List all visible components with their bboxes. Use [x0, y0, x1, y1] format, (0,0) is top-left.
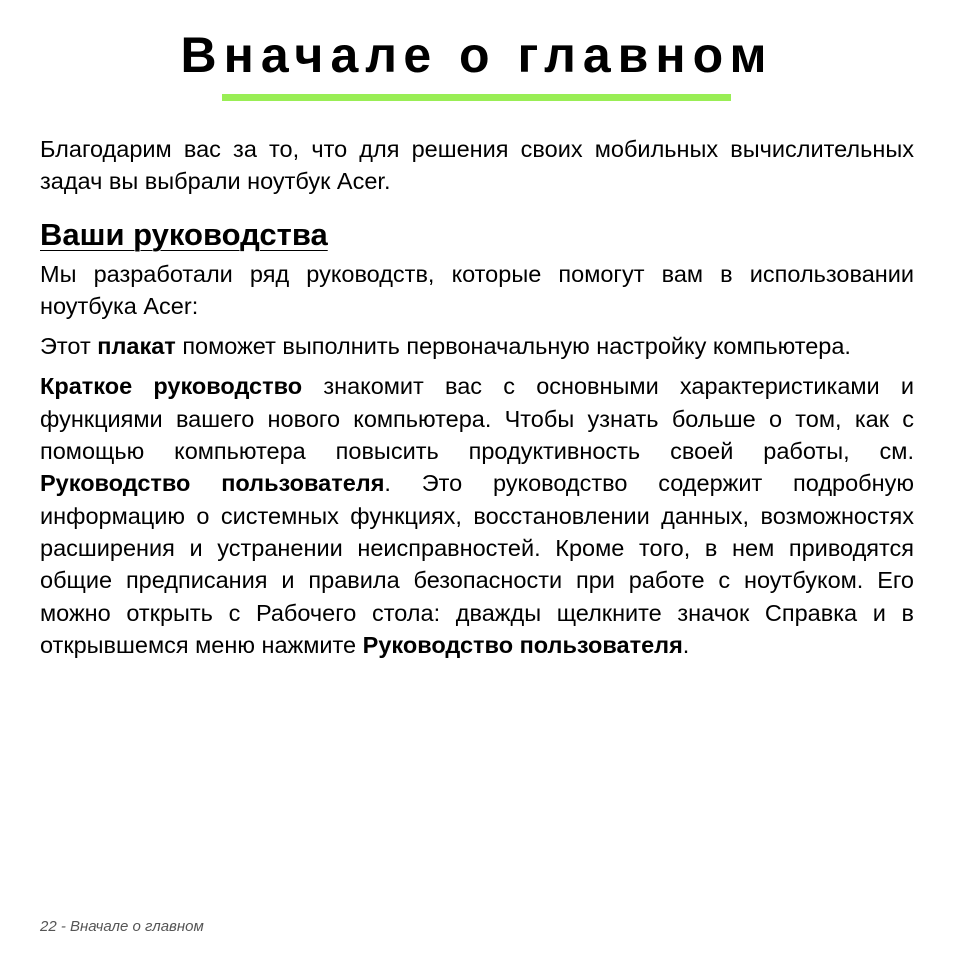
quick-guide-text-2: . Это руководство содержит подробную информацию о системных функциях, восстановлении данных, возможностях расширения и устранении неисправностей. Кроме того, в нем приводятся общие предписания и правила безопасности при работе с ноутбуком. Его можно открыть с Рабочего стола: дважды щелкните значок Справка и в открывшемся меню нажмите — [40, 470, 914, 658]
guides-intro-paragraph: Мы разработали ряд руководств, которые помогут вам в использовании ноутбука Acer: — [40, 260, 914, 319]
page-footer: 22 - Вначале о главном — [40, 918, 204, 935]
title-underline-bar — [222, 94, 731, 101]
user-guide-bold-term: Руководство пользователя — [40, 470, 385, 497]
poster-text-after: поможет выполнить первоначальную настройку компьютера. — [175, 333, 851, 360]
poster-text-before: Этот — [40, 333, 98, 360]
poster-bold-term: плакат — [97, 333, 176, 360]
quick-guide-paragraph — [40, 370, 914, 661]
page-title: Вначале о главном — [180, 27, 774, 83]
quick-guide-text-1: знакомит вас с основными характеристиками и функциями вашего нового компьютера. Чтобы узнать больше о том, как с помощью компьютера повысить продуктивность своей работы, см. — [40, 373, 915, 465]
page-content — [40, 133, 914, 669]
section-heading: Ваши руководства — [40, 216, 328, 252]
intro-paragraph: Благодарим вас за то, что для решения своих мобильных вычислительных задач вы выбрали ноутбук Acer. — [40, 136, 914, 195]
poster-paragraph — [40, 330, 914, 362]
quick-guide-bold-term: Краткое руководство — [40, 373, 303, 400]
user-guide-bold-term-2: Руководство пользователя — [362, 631, 683, 658]
quick-guide-text-3: . — [682, 631, 690, 658]
